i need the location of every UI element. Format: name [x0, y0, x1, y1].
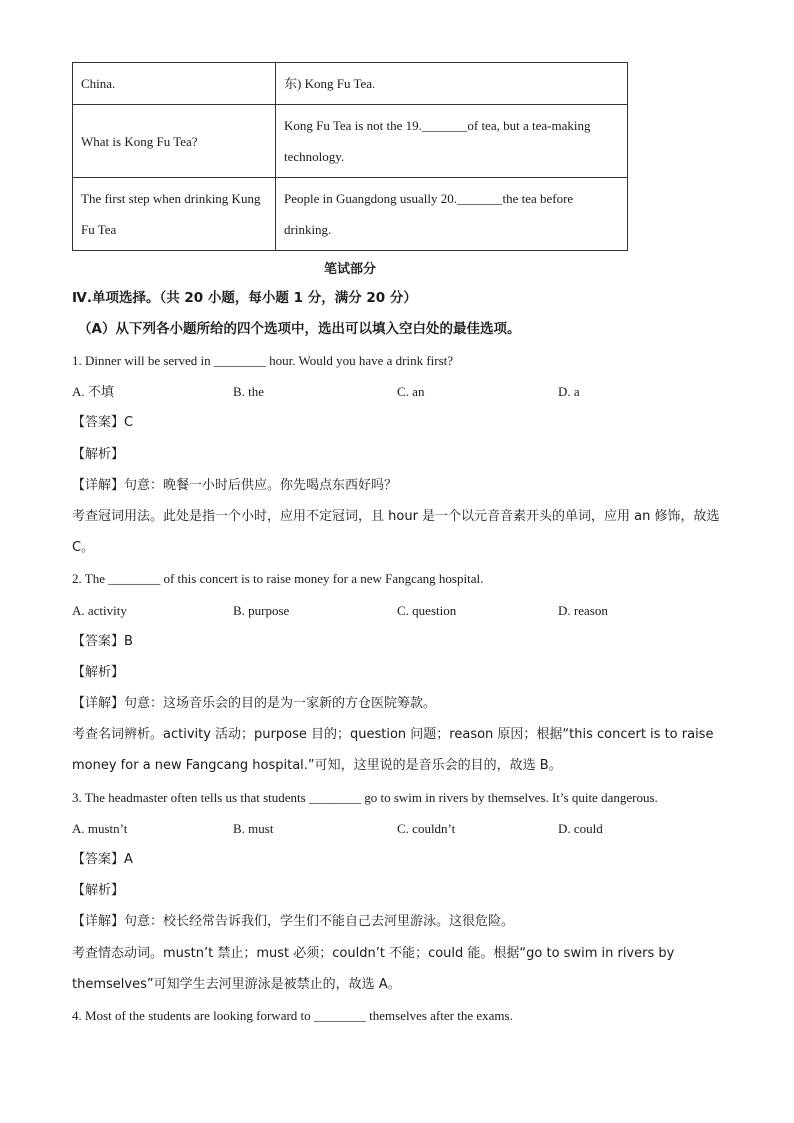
analysis-label: 【解析】 [72, 883, 125, 899]
question-block [72, 563, 728, 781]
options-row [72, 376, 728, 407]
options-row [72, 595, 728, 626]
question-block [72, 782, 728, 1000]
question-stem: 1. Dinner will be served in ________ hour. Would you have a drink first? [72, 353, 454, 368]
table-cell: China. [73, 63, 276, 105]
option-b: B. the [233, 384, 265, 400]
option-a: A. 不填 [72, 384, 114, 400]
analysis-label: 【解析】 [72, 446, 125, 462]
options-row [72, 813, 728, 844]
table-cell: What is Kong Fu Tea? [73, 105, 276, 178]
answer-line: 【答案】C [72, 415, 134, 431]
explanation-text: 考查名词辨析。activity 活动；purpose 目的；question 问题；reason 原因；根据“this concert is to raise money for a new Fangcang hospital.”可知，这里说的是音乐会的目的，故选 B。 [72, 727, 714, 774]
table-cell: People in Guangdong usually 20._______the tea before drinking. [276, 178, 628, 251]
question-block [72, 345, 728, 563]
option-d: D. a [558, 384, 580, 400]
option-d: D. reason [558, 602, 608, 618]
table-row [73, 105, 628, 178]
question-stem: 3. The headmaster often tells us that students ________ go to swim in rivers by themselves. It’s quite dangerous. [72, 789, 658, 805]
detail-line: 【详解】句意：这场音乐会的目的是为一家新的方仓医院筹款。 [72, 696, 437, 712]
analysis-label: 【解析】 [72, 664, 125, 680]
explanation-text: 考查情态动词。mustn’t 禁止；must 必须；couldn’t 不能；could 能。根据“go to swim in rivers by themselves”可知学生去河里游泳是被禁止的，故选 A。 [72, 945, 675, 992]
question-stem: 2. The ________ of this concert is to raise money for a new Fangcang hospital. [72, 571, 484, 587]
sub-heading: （A）从下列各小题所给的四个选项中，选出可以填入空白处的最佳选项。 [78, 321, 521, 337]
option-b: B. must [233, 820, 274, 836]
option-d: D. could [558, 820, 603, 836]
section-title: 笔试部分 [323, 262, 376, 277]
question-stem: 4. Most of the students are looking forward to ________ themselves after the exams. [72, 1008, 513, 1024]
detail-line: 【详解】句意：校长经常告诉我们，学生们不能自己去河里游泳。这很危险。 [72, 914, 515, 930]
answer-line: 【答案】B [72, 633, 133, 649]
table-cell: 东) Kong Fu Tea. [276, 63, 628, 105]
table-cell: Kong Fu Tea is not the 19._______of tea, but a tea-making technology. [276, 105, 628, 178]
option-b: B. purpose [233, 602, 290, 618]
table-row [73, 178, 628, 251]
option-c: C. couldn’t [397, 820, 456, 836]
table-cell: The first step when drinking Kung Fu Tea [73, 178, 276, 251]
document-page [72, 62, 728, 1031]
explanation-text: 考查冠词用法。此处是指一个小时，应用不定冠词，且 hour 是一个以元音音素开头的单词，应用 an 修饰，故选 C。 [72, 508, 720, 556]
answer-line: 【答案】A [72, 852, 133, 868]
option-a: A. mustn’t [72, 820, 128, 836]
option-c: C. an [397, 384, 425, 400]
info-table [72, 62, 628, 251]
option-a: A. activity [72, 602, 127, 618]
part-heading: Ⅳ.单项选择。（共 20 小题，每小题 1 分，满分 20 分） [72, 290, 417, 306]
table-row [73, 63, 628, 105]
option-c: C. question [397, 602, 457, 618]
detail-line: 【详解】句意：晚餐一小时后供应。你先喝点东西好吗？ [72, 477, 398, 493]
